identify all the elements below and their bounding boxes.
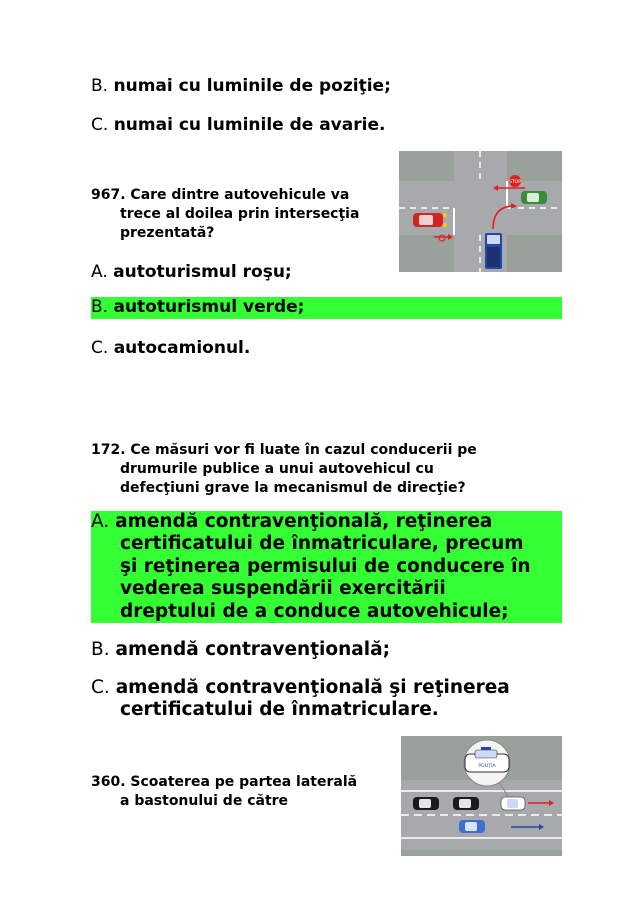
answer-c-172 xyxy=(91,677,510,722)
question-967 xyxy=(91,186,359,243)
answer-a-967 xyxy=(91,262,292,282)
question-line: 360. Scoaterea pe partea laterală xyxy=(91,774,358,790)
answer-line: şi reţinerea permisului de conducere în xyxy=(120,555,531,577)
question-line: prezentată? xyxy=(120,225,215,241)
answer-c-prev xyxy=(91,115,385,135)
intersection-image xyxy=(399,151,562,272)
answer-text: numai cu luminile de avarie. xyxy=(113,115,386,135)
green-car xyxy=(521,191,547,204)
answer-letter: B. xyxy=(91,639,110,660)
answer-letter: C. xyxy=(91,677,110,698)
blue-truck xyxy=(485,233,502,269)
stop-sign-label: STOP xyxy=(509,180,521,185)
answer-text: autoturismul roşu; xyxy=(113,262,292,282)
question-line: drumurile publice a unui autovehicul cu xyxy=(120,461,434,477)
answer-line: certificatului de înmatriculare. xyxy=(120,699,439,721)
police-label: POLIŢIA xyxy=(478,764,496,769)
question-line: 172. Ce măsuri vor fi luate în cazul conducerii pe xyxy=(91,442,477,458)
answer-line xyxy=(91,511,562,533)
red-car xyxy=(413,213,447,227)
answer-line xyxy=(91,677,510,699)
answer-text: numai cu luminile de poziţie; xyxy=(113,76,391,96)
answer-text: amendă contravenţională şi reţinerea xyxy=(115,677,510,698)
question-360 xyxy=(91,773,357,811)
answer-a-172-correct xyxy=(91,511,562,623)
answer-text: amendă contravenţională, reţinerea xyxy=(115,511,493,532)
answer-letter: A. xyxy=(91,262,108,282)
answer-letter: C. xyxy=(91,338,109,358)
answer-letter: A. xyxy=(91,511,110,532)
blue-car xyxy=(459,820,485,833)
answer-b-172 xyxy=(91,639,390,660)
answer-text: amendă contravenţională; xyxy=(115,639,390,660)
black-car-1 xyxy=(413,797,439,810)
answer-text: autocamionul. xyxy=(113,338,251,358)
question-line: defecţiuni grave la mecanismul de direcţie? xyxy=(120,480,466,496)
question-line: 967. Care dintre autovehicule va xyxy=(91,187,350,203)
answer-letter: B. xyxy=(91,297,109,317)
answer-b-967-correct xyxy=(91,297,562,319)
question-line: trece al doilea prin intersecţia xyxy=(120,206,360,222)
answer-b-prev xyxy=(91,76,391,96)
white-car xyxy=(501,797,525,810)
answer-letter: C. xyxy=(91,115,109,135)
answer-line: dreptului de a conduce autovehicule; xyxy=(120,600,509,622)
answer-text: autoturismul verde; xyxy=(113,297,305,317)
police-road-image xyxy=(401,736,562,856)
answer-letter: B. xyxy=(91,76,109,96)
question-line: a bastonului de către xyxy=(120,793,289,809)
answer-line: certificatului de înmatriculare, precum xyxy=(120,533,524,555)
answer-line: vederea suspendării exercitării xyxy=(120,578,446,600)
black-car-2 xyxy=(453,797,479,810)
question-172 xyxy=(91,441,477,498)
answer-c-967 xyxy=(91,338,250,358)
